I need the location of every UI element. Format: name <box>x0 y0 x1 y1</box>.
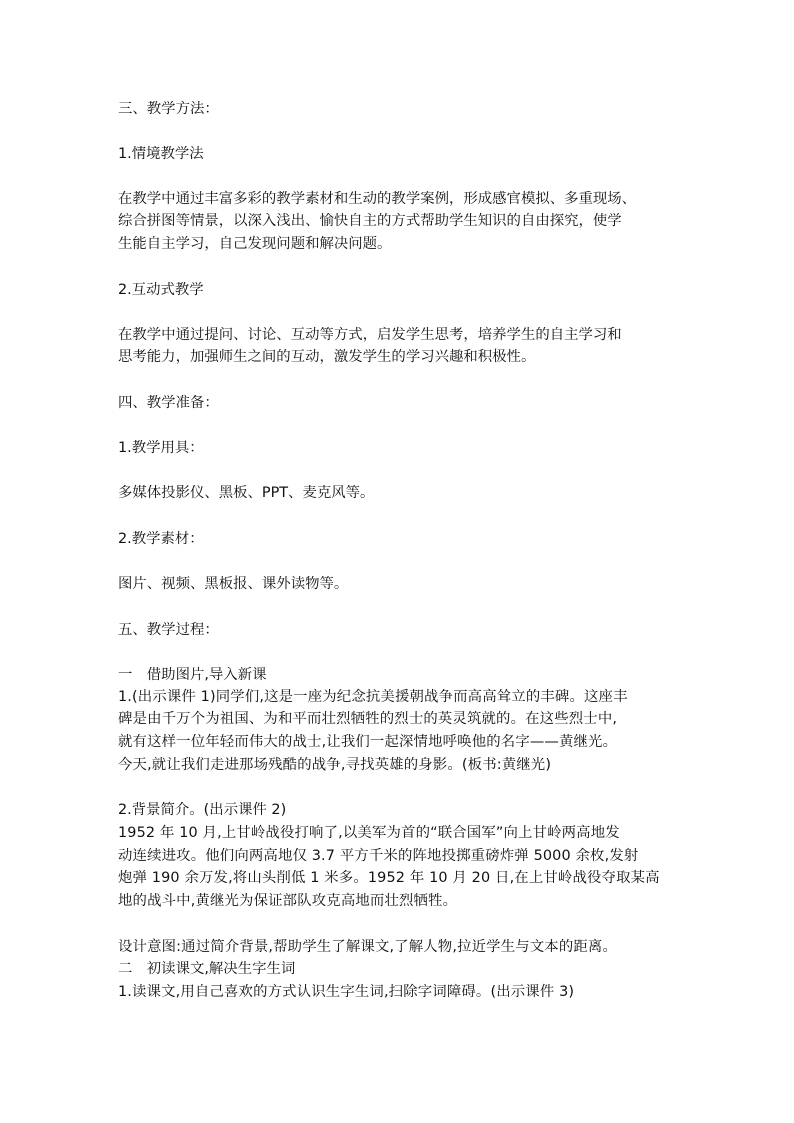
section-heading-process: 五、教学过程： <box>118 622 219 638</box>
process-part-3-title: 二 初读课文,解决生字生词 <box>118 961 296 977</box>
section-heading-preparation: 四、教学准备： <box>118 395 219 411</box>
method-1-line-3: 生能自主学习，自己发现问题和解决问题。 <box>118 236 392 252</box>
section-heading-methods: 三、教学方法： <box>118 101 219 117</box>
prep-1-title: 1.教学用具： <box>118 440 204 456</box>
process-part-2-line-4: 地的战斗中,黄继光为保证部队攻克高地而壮烈牺牲。 <box>118 893 458 909</box>
process-part-1-line-1: 1.(出示课件 1)同学们,这是一座为纪念抗美援朝战争而高高耸立的丰碑。这座丰 <box>118 689 628 705</box>
process-part-1-line-2: 碑是由千万个为祖国、为和平而壮烈牺牲的烈士的英灵筑就的。在这些烈士中, <box>118 711 618 727</box>
process-part-1-line-3: 就有这样一位年轻而伟大的战士,让我们一起深情地呼唤他的名字——黄继光。 <box>118 734 618 750</box>
process-part-3-line-1: 1.读课文,用自己喜欢的方式认识生字生词,扫除字词障碍。(出示课件 3) <box>118 984 575 1000</box>
process-part-1-title: 一 借助图片,导入新课 <box>118 667 267 683</box>
method-1-line-2: 综合拼图等情景，以深入浅出、愉快自主的方式帮助学生知识的自由探究，使学 <box>118 213 622 229</box>
process-part-2-line-3: 炮弹 190 余万发,将山头削低 1 米多。1952 年 10 月 20 日,在上甘岭战役夺取某高 <box>118 870 660 886</box>
method-1-title: 1.情境教学法 <box>118 146 204 162</box>
process-part-1-line-4: 今天,就让我们走进那场残酷的战争,寻找英雄的身影。(板书:黄继光) <box>118 757 552 773</box>
design-intent: 设计意图:通过简介背景,帮助学生了解课文,了解人物,拉近学生与文本的距离。 <box>118 939 618 955</box>
prep-2-title: 2.教学素材： <box>118 531 204 547</box>
method-1-line-1: 在教学中通过丰富多彩的教学素材和生动的教学案例，形成感官模拟、多重现场、 <box>118 191 637 207</box>
method-2-line-1: 在教学中通过提问、讨论、互动等方式，启发学生思考，培养学生的自主学习和 <box>118 327 622 343</box>
method-2-title: 2.互动式教学 <box>118 282 204 298</box>
process-part-2-line-2: 动连续进攻。他们向两高地仅 3.7 平方千米的阵地投掷重磅炸弹 5000 余枚,发射 <box>118 848 639 864</box>
method-2-line-2: 思考能力，加强师生之间的互动，激发学生的学习兴趣和积极性。 <box>118 349 536 365</box>
prep-2-text: 图片、视频、黑板报、课外读物等。 <box>118 576 349 592</box>
process-part-2-title: 2.背景简介。(出示课件 2) <box>118 802 287 818</box>
process-part-2-line-1: 1952 年 10 月,上甘岭战役打响了,以美军为首的“联合国军”向上甘岭两高地发 <box>118 825 620 841</box>
prep-1-text: 多媒体投影仪、黑板、PPT、麦克风等。 <box>118 485 375 501</box>
